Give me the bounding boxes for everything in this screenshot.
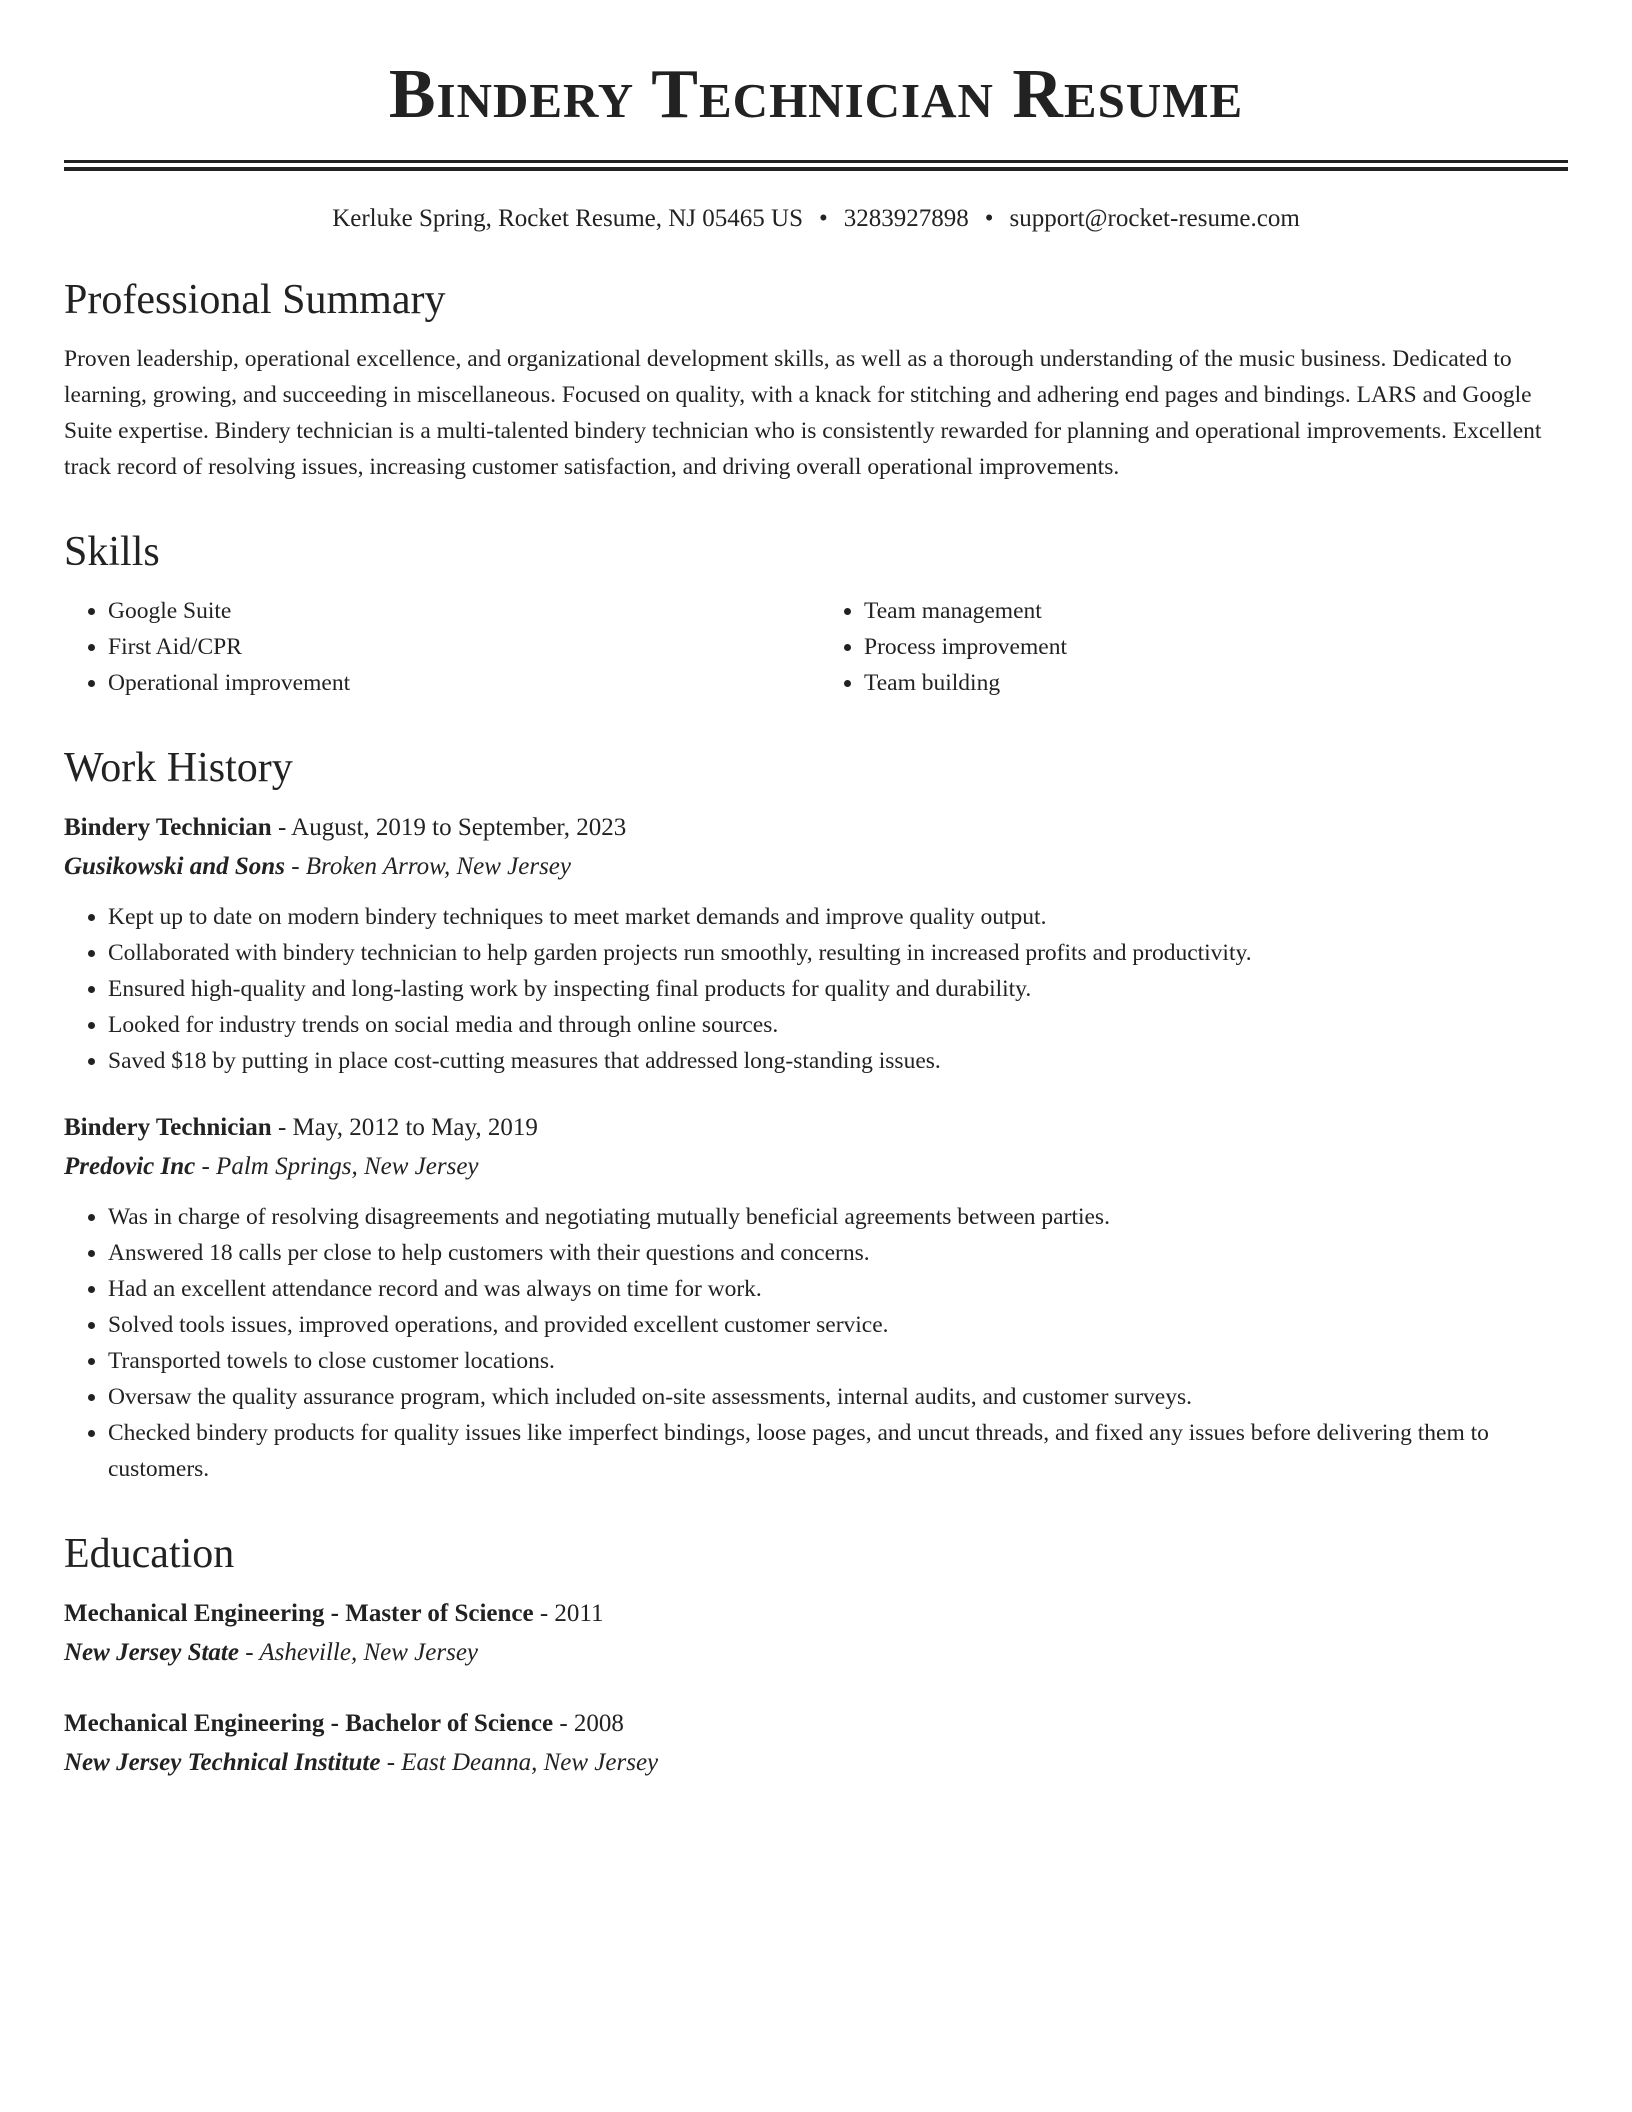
education-year: 2011 bbox=[554, 1600, 604, 1628]
education-section bbox=[64, 1531, 1568, 1783]
section-heading-education: Education bbox=[64, 1531, 235, 1578]
skill-item: • Process improvement bbox=[864, 629, 1568, 665]
education-school-line: New Jersey State - Asheville, New Jersey bbox=[64, 1639, 479, 1667]
education-entry bbox=[64, 1595, 1568, 1673]
contact-address: Kerluke Spring, Rocket Resume, NJ 05465 US bbox=[332, 204, 803, 232]
section-heading-skills: Skills bbox=[64, 528, 160, 575]
job-bullet: • Had an excellent attendance record and was always on time for work. bbox=[108, 1271, 1568, 1307]
job-bullets bbox=[64, 1199, 1568, 1487]
job-bullet: • Checked bindery products for quality issues like imperfect bindings, loose pages, and uncut threads, and fixed any issues before delivering them to customers. bbox=[108, 1415, 1568, 1487]
skill-item: • Team building bbox=[864, 665, 1568, 701]
section-heading-summary: Professional Summary bbox=[64, 276, 446, 323]
job-bullet: • Kept up to date on modern bindery techniques to meet market demands and improve quality output. bbox=[108, 899, 1568, 935]
skill-item: • Operational improvement bbox=[108, 665, 812, 701]
education-header: Mechanical Engineering - Bachelor of Science - 2008 bbox=[64, 1710, 624, 1738]
contact-email: support@rocket-resume.com bbox=[1009, 204, 1300, 232]
job-company-line: Predovic Inc - Palm Springs, New Jersey bbox=[64, 1153, 479, 1181]
job-bullet: • Was in charge of resolving disagreements and negotiating mutually beneficial agreements between parties. bbox=[108, 1199, 1568, 1235]
job-header: Bindery Technician - August, 2019 to September, 2023 bbox=[64, 814, 627, 842]
education-header: Mechanical Engineering - Master of Science - 2011 bbox=[64, 1600, 604, 1628]
title-divider bbox=[64, 160, 1568, 171]
job-bullet: • Answered 18 calls per close to help customers with their questions and concerns. bbox=[108, 1235, 1568, 1271]
job-header: Bindery Technician - May, 2012 to May, 2019 bbox=[64, 1114, 538, 1142]
job-bullets bbox=[64, 899, 1568, 1079]
job-entry bbox=[64, 809, 1568, 1079]
contact-phone: 3283927898 bbox=[843, 204, 969, 232]
job-title: Bindery Technician bbox=[64, 814, 272, 842]
job-title: Bindery Technician bbox=[64, 1114, 272, 1142]
job-company: Gusikowski and Sons bbox=[64, 853, 285, 881]
professional-summary-section bbox=[64, 277, 1568, 485]
education-school-line: New Jersey Technical Institute - East Deanna, New Jersey bbox=[64, 1749, 659, 1777]
skills-list-right bbox=[812, 593, 1568, 701]
education-school: New Jersey State bbox=[64, 1639, 239, 1667]
skill-item: • First Aid/CPR bbox=[108, 629, 812, 665]
job-bullet: • Transported towels to close customer locations. bbox=[108, 1343, 1568, 1379]
job-bullet: • Collaborated with bindery technician to help garden projects run smoothly, resulting in increased profits and productivity. bbox=[108, 935, 1568, 971]
skills-list-left bbox=[64, 593, 812, 701]
skill-item: • Team management bbox=[864, 593, 1568, 629]
contact-separator: • bbox=[818, 204, 828, 232]
contact-separator: • bbox=[984, 204, 994, 232]
job-company: Predovic Inc bbox=[64, 1153, 196, 1181]
job-location: Palm Springs, New Jersey bbox=[216, 1153, 479, 1181]
section-heading-work: Work History bbox=[64, 744, 293, 791]
education-degree: Mechanical Engineering - Master of Science bbox=[64, 1600, 534, 1628]
education-school: New Jersey Technical Institute bbox=[64, 1749, 381, 1777]
education-location: East Deanna, New Jersey bbox=[401, 1749, 659, 1777]
job-dates: May, 2012 to May, 2019 bbox=[292, 1114, 538, 1142]
skills-columns bbox=[64, 593, 1568, 701]
job-bullet: • Saved $18 by putting in place cost-cutting measures that addressed long-standing issues. bbox=[108, 1043, 1568, 1079]
job-bullet: • Oversaw the quality assurance program, which included on-site assessments, internal audits, and customer surveys. bbox=[108, 1379, 1568, 1415]
summary-text: Proven leadership, operational excellence, and organizational development skills, as well as a thorough understanding of the music business. Dedicated to learning, growing, and succeeding in miscellaneous. Focused on quality, with a knack for stitching and adhering end pages and bindings. LARS and Google Suite expertise. Bindery technician is a multi-talented bindery technician who is consistently rewarded for planning and operational improvements. Excellent track record of resolving issues, increasing customer satisfaction, and driving overall operational improvements. bbox=[64, 345, 1542, 480]
job-company-line: Gusikowski and Sons - Broken Arrow, New Jersey bbox=[64, 853, 571, 881]
contact-line bbox=[64, 205, 1568, 233]
skill-item: • Google Suite bbox=[108, 593, 812, 629]
skills-section bbox=[64, 529, 1568, 701]
job-bullet: • Solved tools issues, improved operations, and provided excellent customer service. bbox=[108, 1307, 1568, 1343]
job-location: Broken Arrow, New Jersey bbox=[305, 853, 571, 881]
education-year: 2008 bbox=[573, 1710, 624, 1738]
resume-title: Bindery Technician Resume bbox=[388, 56, 1244, 133]
education-entry bbox=[64, 1705, 1568, 1783]
education-location: Asheville, New Jersey bbox=[259, 1639, 479, 1667]
education-degree: Mechanical Engineering - Bachelor of Science bbox=[64, 1710, 554, 1738]
job-dates: August, 2019 to September, 2023 bbox=[291, 814, 627, 842]
job-bullet: • Ensured high-quality and long-lasting work by inspecting final products for quality and durability. bbox=[108, 971, 1568, 1007]
job-entry bbox=[64, 1109, 1568, 1487]
work-history-section bbox=[64, 745, 1568, 1487]
job-bullet: • Looked for industry trends on social media and through online sources. bbox=[108, 1007, 1568, 1043]
